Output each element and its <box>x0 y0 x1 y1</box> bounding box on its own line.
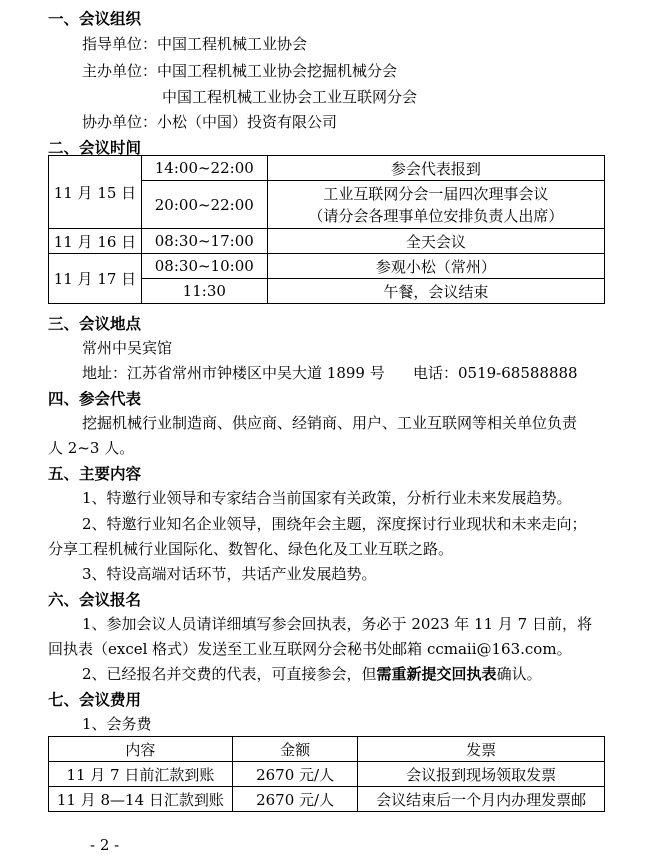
section-heading-location: 三、会议地点 <box>48 315 142 333</box>
fees-cell-amount: 2670 元/人 <box>232 762 358 787</box>
schedule-item: 午餐，会议结束 <box>267 279 604 304</box>
content-item-2b: 分享工程机械行业国际化、数智化、绿色化及工业互联之路。 <box>48 540 454 558</box>
host-label: 主办单位： <box>82 62 158 80</box>
table-header-row <box>49 737 605 762</box>
host-unit-line <box>82 60 397 81</box>
fees-cell-content: 11 月 8—14 日汇款到账 <box>49 787 233 812</box>
host-value-2: 中国工程机械工业协会工业互联网分会 <box>162 88 418 106</box>
registration-text-2 <box>82 663 542 684</box>
schedule-time: 08:30~10:00 <box>141 254 267 279</box>
fees-cell-invoice: 会议结束后一个月内办理发票邮 <box>358 787 605 812</box>
schedule-table <box>48 155 605 304</box>
schedule-day: 11 月 17 日 <box>49 254 142 304</box>
venue-name: 常州中吴宾馆 <box>82 339 173 357</box>
section-heading-time: 二、会议时间 <box>48 139 142 157</box>
table-row <box>49 254 605 279</box>
registration-text-1a: 1、参加会议人员请详细填写参会回执表，务必于 2023 年 11 月 7 日前，将 <box>82 615 592 633</box>
guide-unit-line <box>82 33 307 54</box>
co-unit-line <box>82 111 337 132</box>
registration-text-2-post: 确认。 <box>496 665 542 683</box>
table-row <box>49 762 605 787</box>
fees-cell-amount: 2670 元/人 <box>232 787 358 812</box>
schedule-item <box>267 181 604 229</box>
table-row <box>49 156 605 181</box>
content-item-1: 1、特邀行业领导和专家结合当前国家有关政策，分析行业未来发展趋势。 <box>82 489 572 507</box>
fees-header-amount: 金额 <box>232 737 358 762</box>
guide-value: 中国工程机械工业协会 <box>157 35 308 53</box>
schedule-day: 11 月 15 日 <box>49 156 142 229</box>
co-label: 协办单位： <box>82 113 158 131</box>
co-value: 小松（中国）投资有限公司 <box>157 113 338 131</box>
schedule-item: 全天会议 <box>267 229 604 254</box>
schedule-item-line2: （请分会各理事单位安排负责人出席） <box>308 206 564 225</box>
venue-phone: 电话：0519-68588888 <box>413 364 578 382</box>
guide-label: 指导单位： <box>82 35 158 53</box>
fees-header-content: 内容 <box>49 737 233 762</box>
attendees-text-2: 人 2~3 人。 <box>48 439 135 457</box>
content-item-3: 3、特设高端对话环节，共话产业发展趋势。 <box>82 565 377 583</box>
schedule-time: 14:00~22:00 <box>141 156 267 181</box>
content-item-2a: 2、特邀行业知名企业领导，围绕年会主题，深度探讨行业现状和未来走向； <box>82 515 587 533</box>
schedule-item: 参观小松（常州） <box>267 254 604 279</box>
fees-cell-invoice: 会议报到现场领取发票 <box>358 762 605 787</box>
section-heading-organization: 一、会议组织 <box>48 10 142 28</box>
schedule-time: 11:30 <box>141 279 267 304</box>
section-heading-fees: 七、会议费用 <box>48 691 142 709</box>
page-number: - 2 - <box>90 836 120 854</box>
fees-table <box>48 736 605 812</box>
fees-header-invoice: 发票 <box>358 737 605 762</box>
venue-address: 地址：江苏省常州市钟楼区中吴大道 1899 号 <box>82 364 385 382</box>
registration-text-1b: 回执表（excel 格式）发送至工业互联网分会秘书处邮箱 ccmaii@163.com。 <box>48 640 572 658</box>
schedule-time: 08:30~17:00 <box>141 229 267 254</box>
registration-text-2-pre: 2、已经报名并交费的代表，可直接参会，但 <box>82 665 377 683</box>
fees-subheading: 1、会务费 <box>82 715 152 733</box>
schedule-day: 11 月 16 日 <box>49 229 142 254</box>
section-heading-attendees: 四、参会代表 <box>48 390 142 408</box>
schedule-item-line1: 工业互联网分会一届四次理事会议 <box>323 184 549 203</box>
table-row <box>49 229 605 254</box>
section-heading-content: 五、主要内容 <box>48 465 142 483</box>
schedule-time: 20:00~22:00 <box>141 181 267 229</box>
fees-cell-content: 11 月 7 日前汇款到账 <box>49 762 233 787</box>
section-heading-registration: 六、会议报名 <box>48 591 142 609</box>
attendees-text-1: 挖掘机械行业制造商、供应商、经销商、用户、工业互联网等相关单位负责 <box>82 414 578 432</box>
host-value-1: 中国工程机械工业协会挖掘机械分会 <box>157 62 398 80</box>
table-row <box>49 787 605 812</box>
registration-text-2-emphasis: 需重新提交回执表 <box>376 665 497 683</box>
schedule-item: 参会代表报到 <box>267 156 604 181</box>
